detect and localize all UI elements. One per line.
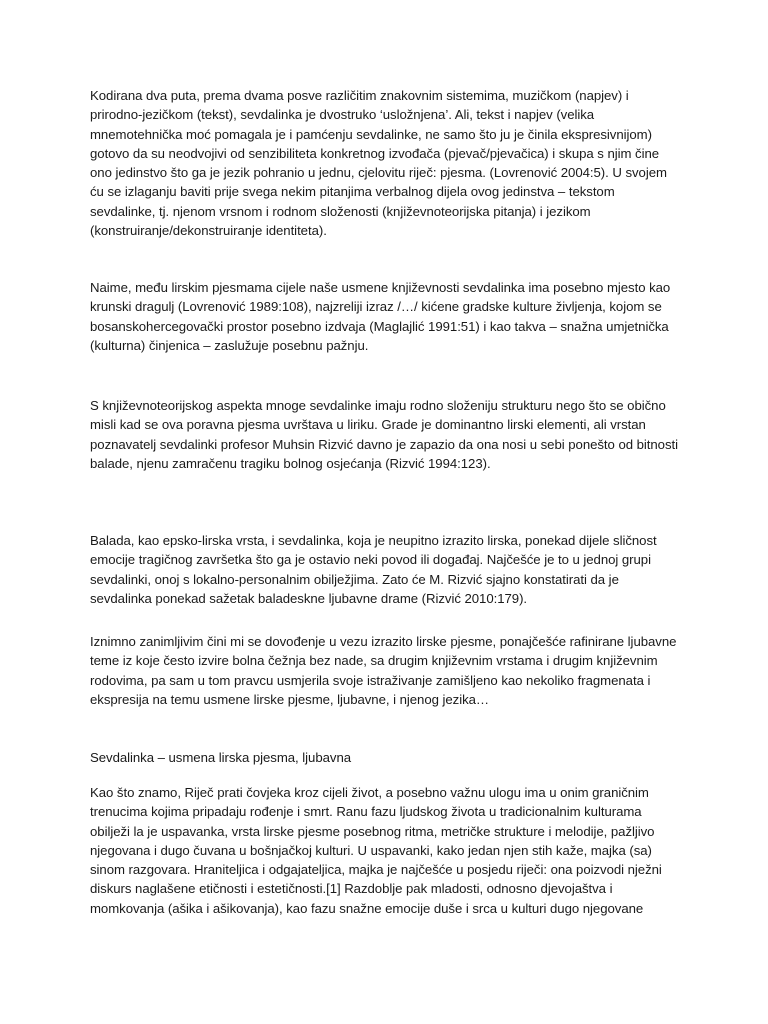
paragraph-kao-sto-znamo: Kao što znamo, Riječ prati čovjeka kroz cijeli život, a posebno važnu ulogu ima u onim graničnim trenucima kojima pripadaju rođenje i smrt. Ranu fazu ljudskog života u tradicionalnim kulturama obilježi la je uspavanka, vrsta lirske pjesme posebnog ritma, metričke strukture i melodije, pažljivo njegovana i dugo čuvana u bošnjačkoj kulturi. U uspavanki, kako jedan njen stih kaže, majka (sa) sinom razgovara. Hraniteljica i odgajateljica, majka je najčešće u posjedu riječi: ona poizvodi nježni diskurs naglašene etičnosti i estetičnosti.[1] Razdoblje pak mladosti, odnosno djevojaštva i momkovanja (ašika i ašikovanja), kao fazu snažne emocije duše i srca u kulturi dugo njegovane: [90, 785, 662, 916]
paragraph-naime: Naime, među lirskim pjesmama cijele naše usmene književnosti sevdalinka ima posebno mjesto kao krunski dragulj (Lovrenović 1989:108), najzreliji izraz /…/ kićene gradske kulture življenja, kojom se bosanskohercegovački prostor posebno izdvaja (Maglajlić 1991:51) i kao takva – snažna umjetnička (kulturna) činjenica – zaslužuje posebnu pažnju.: [90, 280, 671, 353]
section-heading: Sevdalinka – usmena lirska pjesma, ljubavna: [90, 750, 352, 765]
paragraph-balada: Balada, kao epsko-lirska vrsta, i sevdalinka, koja je neupitno izrazito lirska, ponekad dijele sličnost emocije tragičnog završetka što ga je ostavio neki povod ili događaj. Najčešće je to u jednoj grupi sevdalinki, onoj s lokalno-personalnim obilježjima. Zato će M. Rizvić sjajno konstatirati da je sevdalinka ponekad sažetak baladeskne ljubavne drame (Rizvić 2010:179).: [90, 533, 657, 606]
paragraph-intro: Kodirana dva puta, prema dvama posve različitim znakovnim sistemima, muzičkom (napjev) i prirodno-jezičkom (tekst), sevdalinka je dvostruko ‘usložnjena’. Ali, tekst i napjev (velika mnemotehnička moć pomagala je i pamćenju sevdalinke, ne samo što ju je činila ekspresivnijom) gotovo da su neodvojivi od senzibiliteta konkretnog izvođača (pjevač/pjevačica) i skupa s njim čine ono jedinstvo što ga je jezik pohranio u jednu, cjelovitu riječ: pjesma. (Lovrenović 2004:5). U svojem ću se izlaganju baviti prije svega nekim pitanjima verbalnog dijela ovog jedinstva – tekstom sevdalinke, tj. njenom vrsnom i rodnom složenosti (književnoteorijska pitanja) i jezikom (konstruiranje/dekonstruiranje identiteta).: [90, 88, 667, 239]
paragraph-literary-aspect: S književnoteorijskog aspekta mnoge sevdalinke imaju rodno složeniju strukturu nego što se obično misli kad se ova poravna pjesma uvrštava u liriku. Grade je dominantno lirski elementi, ali vrstan poznavatelj sevdalinki profesor Muhsin Rizvić davno je zapazio da ona nosi u sebi ponešto od bitnosti balade, njenu zamračenu tragiku bolnog osjećanja (Rizvić 1994:123).: [90, 398, 679, 471]
paragraph-iznimno: Iznimno zanimljivim čini mi se dovođenje u vezu izrazito lirske pjesme, ponajčešće rafinirane ljubavne teme iz koje često izvire bolna čežnja bez nade, sa drugim književnim vrstama i drugim književnim rodovima, pa sam u tom pravcu usmjerila svoje istraživanje zamišljeno kao nekoliko fragmenata i ekspresija na temu usmene lirske pjesme, ljubavne, i njenog jezika…: [90, 634, 677, 707]
